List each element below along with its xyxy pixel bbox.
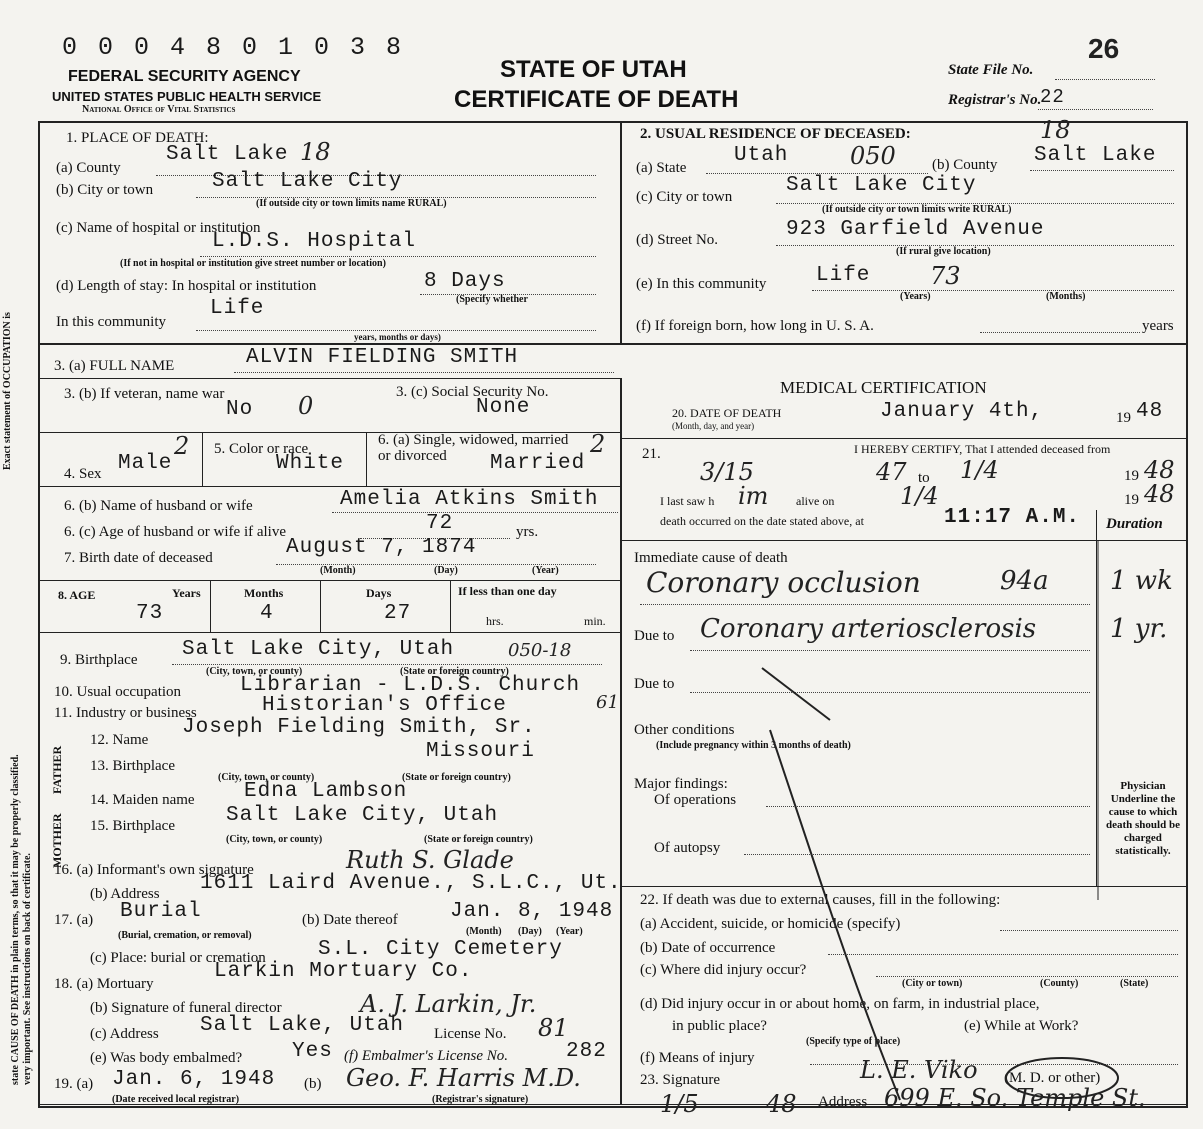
physician-address-label: Address [818, 1094, 868, 1110]
foreign-years-label: years [1142, 318, 1174, 334]
mortuary-label: 18. (a) Mortuary [54, 976, 154, 992]
external-a-label: (a) Accident, suicide, or homicide (specify) [640, 916, 901, 932]
res-city-value: Salt Lake City [786, 174, 977, 197]
death-occurred-label: death occurred on the date stated above, at [660, 514, 864, 528]
alive-on-label: alive on [796, 494, 835, 508]
marital-value: Married [490, 452, 586, 475]
registrar-sig-note: (Registrar's signature) [432, 1094, 529, 1105]
physician-signature: L. E. Viko [860, 1056, 978, 1084]
res-county-label: (b) County [932, 157, 998, 173]
external-c-label: (c) Where did injury occur? [640, 962, 807, 978]
mother-birthplace-label: 15. Birthplace [90, 818, 175, 834]
mortuary-address-value: Salt Lake, Utah [200, 1014, 405, 1037]
age-days-label: Days [366, 586, 392, 600]
industry-value: Historian's Office [262, 694, 507, 717]
mother-state-note: (State or foreign country) [424, 834, 533, 845]
sex-label: 4. Sex [64, 466, 102, 482]
county-code: 18 [300, 138, 331, 166]
spouse-age-label: 6. (c) Age of husband or wife if alive [64, 524, 287, 540]
birth-date-label: 7. Birth date of deceased [64, 550, 213, 566]
agency-name: FEDERAL SECURITY AGENCY [68, 68, 301, 85]
year-note: (Year) [532, 565, 559, 576]
res-state-label: (a) State [636, 160, 687, 176]
city-value: Salt Lake City [212, 170, 403, 193]
marital-label: 6. (a) Single, widowed, married or divorced [378, 432, 569, 464]
alive-year: 48 [1144, 480, 1175, 508]
spouse-value: Amelia Atkins Smith [340, 488, 599, 511]
res-street-label: (d) Street No. [636, 232, 719, 248]
immediate-cause-duration: 1 wk [1110, 566, 1173, 596]
sex-code: 2 [174, 432, 190, 460]
hospital-note: (If not in hospital or institution give street number or location) [120, 258, 386, 269]
registrar-b-label: (b) [304, 1076, 322, 1092]
burial-month-note: (Month) [466, 926, 502, 937]
yrs-label: yrs. [516, 524, 539, 540]
state-title: STATE OF UTAH [500, 56, 687, 83]
physician-sig-date: 1/5 [660, 1090, 699, 1118]
res-community-label: (e) In this community [636, 276, 767, 292]
hrs-label: hrs. [486, 614, 504, 628]
physician-note: Physician Underline the cause to which death should be charged statistically. [1106, 780, 1180, 857]
informant-sig-label: 16. (a) Informant's own signature [54, 862, 254, 878]
mother-name-label: 14. Maiden name [90, 792, 195, 808]
res-street-value: 923 Garfield Avenue [786, 218, 1045, 241]
age-months-label: Months [244, 586, 284, 600]
father-state-note: (State or foreign country) [402, 772, 511, 783]
registrar-date-value: Jan. 6, 1948 [112, 1068, 276, 1091]
external-label: 22. If death was due to external causes, fill in the following: [640, 892, 1001, 908]
city-note: (If outside city or town limits name RURAL) [256, 198, 447, 209]
county-label: (a) County [56, 160, 121, 176]
operations-label: Of operations [654, 792, 737, 808]
father-birthplace-label: 13. Birthplace [90, 758, 175, 774]
burial-label: 17. (a) [54, 912, 94, 928]
director-label: (b) Signature of funeral director [90, 1000, 282, 1016]
major-findings-label: Major findings: [634, 776, 728, 792]
license-label: License No. [434, 1026, 507, 1042]
attended-from-year: 47 [876, 458, 907, 486]
residence-label: 2. USUAL RESIDENCE OF DECEASED: [640, 126, 911, 142]
burial-date-label: (b) Date thereof [302, 912, 398, 928]
veteran-label: 3. (b) If veteran, name war [64, 386, 225, 402]
due-to-2-label: Due to [634, 676, 675, 692]
informant-signature: Ruth S. Glade [346, 846, 514, 874]
state-file-label: State File No. [948, 62, 1034, 78]
occupation-value: Librarian - L.D.S. Church [240, 674, 581, 697]
months-label: (Months) [1046, 291, 1086, 302]
duration-label: Duration [1106, 516, 1163, 532]
ext-state-note: (State) [1120, 978, 1149, 989]
due-to-1-duration: 1 yr. [1110, 614, 1168, 644]
burial-day-note: (Day) [518, 926, 542, 937]
birthplace-label: 9. Birthplace [60, 652, 138, 668]
burial-type-note: (Burial, cremation, or removal) [118, 930, 252, 941]
industry-label: 11. Industry or business [54, 705, 197, 721]
burial-type-value: Burial [120, 900, 202, 923]
birthplace-code: 050-18 [508, 640, 572, 661]
res-city-label: (c) City or town [636, 189, 733, 205]
external-e-label: (e) While at Work? [964, 1018, 1079, 1034]
md-label: (M. D. or other) [1004, 1070, 1101, 1086]
last-saw-hand: im [738, 482, 769, 510]
pod-community-label: In this community [56, 314, 166, 330]
birth-date-value: August 7, 1874 [286, 536, 477, 559]
father-birthplace-value: Missouri [426, 740, 535, 763]
father-name-value: Joseph Fielding Smith, Sr. [182, 716, 536, 739]
service-name: UNITED STATES PUBLIC HEALTH SERVICE [52, 89, 322, 104]
ss-value: None [476, 396, 531, 419]
ext-city-note: (City or town) [902, 978, 963, 989]
color-value: White [276, 452, 345, 475]
veteran-value: No [226, 398, 254, 421]
embalmer-label: (f) Embalmer's License No. [344, 1048, 509, 1064]
dod-note: (Month, day, and year) [672, 421, 755, 431]
years-label: (Years) [900, 291, 931, 302]
hospital-label: (c) Name of hospital or institution [56, 220, 261, 236]
immediate-cause-code: 94a [1000, 566, 1049, 596]
immediate-cause-value: Coronary occlusion [646, 566, 921, 599]
color-label: 5. Color or race [214, 441, 309, 457]
ss-label: 3. (c) Social Security No. [396, 384, 549, 400]
stay-label: (d) Length of stay: In hospital or institution [56, 278, 317, 294]
certificate-number: 0 0 0 4 8 0 1 0 3 8 [62, 33, 405, 62]
res-street-note: (If rural give location) [896, 246, 991, 257]
res-county-value: Salt Lake [1034, 144, 1157, 167]
due-to-1-label: Due to [634, 628, 675, 644]
dod-label: 20. DATE OF DEATH [672, 406, 782, 420]
side-instruction-2: very important. See instructions on back of certificate. [22, 853, 33, 1085]
registrar-label: Registrar's No. [948, 92, 1042, 108]
last-saw-label: I last saw h [660, 494, 715, 508]
informant-address-label: (b) Address [90, 886, 160, 902]
age-months-value: 4 [260, 602, 274, 625]
mother-name-value: Edna Lambson [244, 780, 408, 803]
dod-year-value: 48 [1136, 400, 1164, 423]
mother-birthplace-value: Salt Lake City, Utah [226, 804, 499, 827]
to-label: to [918, 470, 930, 486]
place-of-death-label: 1. PLACE OF DEATH: [66, 130, 209, 146]
age-label: 8. AGE [58, 588, 96, 602]
immediate-cause-label: Immediate cause of death [634, 550, 788, 566]
day-note: (Day) [434, 565, 458, 576]
state-file-number: 26 [1088, 33, 1120, 64]
alive-on-date: 1/4 [900, 482, 939, 510]
stay-value: 8 Days [424, 270, 506, 293]
external-f-label: (f) Means of injury [640, 1050, 755, 1066]
medical-title: MEDICAL CERTIFICATION [780, 378, 987, 397]
father-name-label: 12. Name [90, 732, 149, 748]
director-signature: A. J. Larkin, Jr. [360, 990, 537, 1018]
burial-place-value: S.L. City Cemetery [318, 938, 563, 961]
due-to-1-value: Coronary arteriosclerosis [700, 614, 1037, 644]
registrar-signature: Geo. F. Harris M.D. [346, 1064, 581, 1092]
other-conditions-note: (Include pregnancy within 3 months of death) [656, 740, 851, 751]
age-years-label: Years [172, 586, 201, 600]
registrar-number: 22 [1040, 86, 1065, 108]
age-years-value: 73 [136, 602, 164, 625]
state-country-note: (State or foreign country) [400, 666, 509, 677]
industry-code: 61 [596, 692, 619, 713]
county-value: Salt Lake [166, 143, 289, 166]
certify-label: I HEREBY CERTIFY, That I attended deceased from [854, 442, 1111, 456]
embalmed-label: (e) Was body embalmed? [90, 1050, 243, 1066]
burial-place-label: (c) Place: burial or cremation [90, 950, 266, 966]
external-b-label: (b) Date of occurrence [640, 940, 776, 956]
other-conditions-label: Other conditions [634, 722, 735, 738]
external-d2-label: in public place? [672, 1018, 767, 1034]
burial-year-note: (Year) [556, 926, 583, 937]
mortuary-value: Larkin Mortuary Co. [214, 960, 473, 983]
side-occupation-1: Exact statement of OCCUPATION is [2, 312, 13, 470]
marital-code: 2 [590, 430, 606, 458]
dod-year-prefix: 19 [1116, 410, 1131, 426]
registrar-date-note: (Date received local registrar) [112, 1094, 240, 1105]
spouse-label: 6. (b) Name of husband or wife [64, 498, 253, 514]
less-one-day-label: If less than one day [458, 584, 557, 598]
dod-value: January 4th, [880, 400, 1044, 423]
to-year-prefix: 19 [1124, 468, 1139, 484]
mother-label: MOTHER [50, 813, 64, 868]
side-instruction-1: state CAUSE OF DEATH in plain terms, so that it may be properly classified. [10, 754, 21, 1085]
min-label: min. [584, 614, 606, 628]
physician-sig-year: 48 [766, 1090, 797, 1118]
mortuary-address-label: (c) Address [90, 1026, 159, 1042]
embalmer-value: 282 [566, 1040, 607, 1063]
attended-to-year: 48 [1144, 456, 1175, 484]
spouse-age-value: 72 [426, 512, 454, 535]
birthplace-value: Salt Lake City, Utah [182, 638, 455, 661]
death-time: 11:17 A.M. [944, 506, 1081, 529]
burial-date-value: Jan. 8, 1948 [450, 900, 614, 923]
full-name-value: ALVIN FIELDING SMITH [246, 346, 519, 369]
full-name-label: 3. (a) FULL NAME [54, 358, 175, 374]
certificate-title: CERTIFICATE OF DEATH [454, 86, 739, 113]
embalmed-value: Yes [292, 1040, 333, 1063]
father-label: FATHER [50, 745, 64, 794]
father-city-note: (City, town, or county) [218, 772, 315, 783]
age-days-value: 27 [384, 602, 412, 625]
veteran-code: 0 [298, 392, 314, 420]
attended-to: 1/4 [960, 456, 999, 484]
sex-value: Male [118, 452, 173, 475]
external-d-label: (d) Did injury occur in or about home, on farm, in industrial place, [640, 996, 1040, 1012]
hospital-value: L.D.S. Hospital [212, 230, 417, 253]
res-state-code: 050 [850, 142, 896, 170]
res-state-value: Utah [734, 144, 789, 167]
res-community-num: 73 [930, 262, 961, 290]
attended-from: 3/15 [700, 458, 754, 486]
month-note: (Month) [320, 565, 356, 576]
res-community-value: Life [816, 264, 871, 287]
mother-city-note: (City, town, or county) [226, 834, 323, 845]
office-name: National Office of Vital Statistics [82, 104, 236, 115]
city-label: (b) City or town [56, 182, 154, 198]
physician-sig-label: 23. Signature [640, 1072, 720, 1088]
cert-21-label: 21. [642, 446, 661, 462]
ext-specify-note: (Specify type of place) [806, 1036, 901, 1047]
pod-community-value: Life [210, 297, 265, 320]
res-city-note: (If outside city or town limits write RURAL) [822, 204, 1012, 215]
informant-address-value: 1611 Laird Avenue., S.L.C., Ut. [200, 872, 622, 895]
residence-code: 18 [1040, 116, 1071, 144]
license-value: 81 [538, 1014, 569, 1042]
autopsy-label: Of autopsy [654, 840, 721, 856]
pod-community-note: years, months or days) [354, 332, 441, 342]
physician-address: 699 E. So. Temple St. [884, 1084, 1146, 1112]
ext-county-note: (County) [1040, 978, 1079, 989]
alive-year-prefix: 19 [1124, 492, 1139, 508]
city-county-note: (City, town, or county) [206, 666, 303, 677]
registrar-label-19: 19. (a) [54, 1076, 94, 1092]
occupation-label: 10. Usual occupation [54, 684, 182, 700]
foreign-label: (f) If foreign born, how long in U. S. A. [636, 318, 874, 334]
specify-note: (Specify whether [456, 294, 528, 305]
